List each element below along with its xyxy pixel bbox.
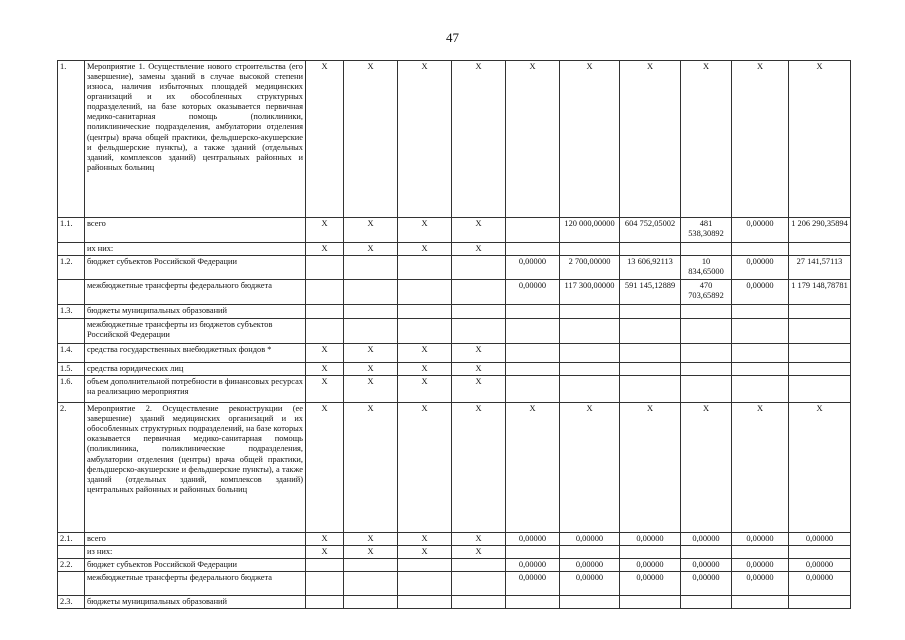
- table-cell: X: [344, 363, 398, 376]
- table-cell: [789, 376, 851, 403]
- table-cell: X: [398, 344, 452, 363]
- table-cell: X: [452, 546, 506, 559]
- table-cell: 0,00000: [732, 559, 789, 572]
- row-number: [58, 243, 85, 256]
- row-number: 1.5.: [58, 363, 85, 376]
- table-cell: 0,00000: [506, 256, 560, 280]
- page-number: 47: [446, 30, 459, 45]
- table-cell: X: [452, 61, 506, 218]
- table-cell: X: [732, 61, 789, 218]
- table-cell: [732, 376, 789, 403]
- table-cell: 470 703,65892: [681, 280, 732, 305]
- table-cell: X: [452, 363, 506, 376]
- table-cell: X: [306, 61, 344, 218]
- table-cell: X: [306, 218, 344, 243]
- table-cell: [306, 256, 344, 280]
- table-cell: [789, 319, 851, 344]
- table-cell: 0,00000: [681, 572, 732, 596]
- table-cell: X: [306, 243, 344, 256]
- row-label: бюджеты муниципальных образований: [85, 305, 306, 319]
- table-cell: 2 700,00000: [560, 256, 620, 280]
- table-cell: 0,00000: [560, 572, 620, 596]
- table-cell: [506, 243, 560, 256]
- table-cell: X: [506, 61, 560, 218]
- table-cell: [681, 376, 732, 403]
- budget-table-body: [58, 61, 851, 609]
- row-number: 1.: [58, 61, 85, 218]
- table-cell: 0,00000: [506, 533, 560, 546]
- row-number: [58, 572, 85, 596]
- table-cell: 0,00000: [732, 256, 789, 280]
- row-label: бюджет субъектов Российской Федерации: [85, 256, 306, 280]
- table-cell: [560, 319, 620, 344]
- table-cell: [560, 376, 620, 403]
- table-row: [58, 559, 851, 572]
- table-cell: [620, 363, 681, 376]
- table-cell: X: [452, 376, 506, 403]
- table-cell: [560, 243, 620, 256]
- table-cell: [681, 344, 732, 363]
- table-cell: X: [681, 61, 732, 218]
- table-cell: [506, 546, 560, 559]
- table-cell: X: [560, 403, 620, 533]
- row-number: 2.: [58, 403, 85, 533]
- table-cell: [620, 546, 681, 559]
- table-row: [58, 572, 851, 596]
- table-cell: [452, 596, 506, 609]
- table-cell: [560, 596, 620, 609]
- table-cell: [506, 319, 560, 344]
- table-cell: [560, 344, 620, 363]
- row-number: [58, 280, 85, 305]
- row-label: бюджеты муниципальных образований: [85, 596, 306, 609]
- row-label: бюджет субъектов Российской Федерации: [85, 559, 306, 572]
- table-cell: [620, 344, 681, 363]
- table-row: [58, 319, 851, 344]
- row-label: межбюджетные трансферты из бюджетов субъектов Российской Федерации: [85, 319, 306, 344]
- table-cell: [398, 256, 452, 280]
- table-cell: [732, 344, 789, 363]
- row-label: межбюджетные трансферты федерального бюджета: [85, 280, 306, 305]
- budget-table: [57, 60, 851, 609]
- table-cell: [398, 280, 452, 305]
- table-cell: [398, 572, 452, 596]
- table-cell: 0,00000: [732, 572, 789, 596]
- table-cell: [681, 546, 732, 559]
- table-cell: 0,00000: [732, 280, 789, 305]
- table-cell: [398, 319, 452, 344]
- table-cell: [789, 243, 851, 256]
- table-row: [58, 61, 851, 218]
- table-cell: [452, 305, 506, 319]
- table-cell: [344, 319, 398, 344]
- table-cell: X: [681, 403, 732, 533]
- row-number: 1.2.: [58, 256, 85, 280]
- row-label: из них:: [85, 546, 306, 559]
- table-cell: [452, 280, 506, 305]
- table-cell: 1 179 148,78781: [789, 280, 851, 305]
- table-cell: [344, 596, 398, 609]
- row-number: [58, 319, 85, 344]
- table-cell: [732, 596, 789, 609]
- table-cell: 0,00000: [620, 572, 681, 596]
- table-cell: [398, 559, 452, 572]
- table-cell: X: [398, 376, 452, 403]
- row-label: всего: [85, 533, 306, 546]
- table-cell: X: [344, 546, 398, 559]
- table-cell: X: [398, 61, 452, 218]
- table-cell: [620, 305, 681, 319]
- table-cell: X: [398, 546, 452, 559]
- table-cell: X: [452, 218, 506, 243]
- table-cell: X: [452, 344, 506, 363]
- table-cell: [506, 596, 560, 609]
- row-number: 1.3.: [58, 305, 85, 319]
- table-cell: [681, 319, 732, 344]
- table-cell: X: [306, 533, 344, 546]
- table-cell: [506, 376, 560, 403]
- table-cell: [789, 546, 851, 559]
- table-row: [58, 363, 851, 376]
- table-cell: X: [560, 61, 620, 218]
- table-row: [58, 243, 851, 256]
- table-cell: 0,00000: [560, 533, 620, 546]
- table-cell: [306, 305, 344, 319]
- table-cell: [344, 559, 398, 572]
- table-cell: [620, 319, 681, 344]
- table-cell: X: [398, 403, 452, 533]
- table-row: [58, 403, 851, 533]
- table-cell: 0,00000: [789, 559, 851, 572]
- row-label: средства юридических лиц: [85, 363, 306, 376]
- table-cell: [306, 559, 344, 572]
- table-cell: X: [344, 344, 398, 363]
- table-cell: 0,00000: [506, 572, 560, 596]
- row-label: объем дополнительной потребности в финансовых ресурсах на реализацию мероприятия: [85, 376, 306, 403]
- table-cell: [506, 305, 560, 319]
- table-cell: [732, 363, 789, 376]
- table-cell: 10 834,65000: [681, 256, 732, 280]
- table-cell: [452, 572, 506, 596]
- table-cell: X: [306, 376, 344, 403]
- table-cell: X: [344, 61, 398, 218]
- table-cell: 604 752,05002: [620, 218, 681, 243]
- table-cell: [789, 363, 851, 376]
- table-cell: X: [306, 403, 344, 533]
- table-cell: [344, 572, 398, 596]
- table-row: [58, 546, 851, 559]
- table-cell: 0,00000: [620, 559, 681, 572]
- table-cell: [789, 596, 851, 609]
- table-cell: X: [344, 243, 398, 256]
- table-row: [58, 256, 851, 280]
- table-cell: [306, 280, 344, 305]
- table-row: [58, 305, 851, 319]
- row-number: 2.1.: [58, 533, 85, 546]
- table-cell: [560, 546, 620, 559]
- row-label: их них:: [85, 243, 306, 256]
- table-cell: X: [506, 403, 560, 533]
- table-cell: X: [789, 403, 851, 533]
- table-cell: X: [306, 344, 344, 363]
- table-cell: [398, 596, 452, 609]
- table-cell: [681, 596, 732, 609]
- table-cell: X: [452, 403, 506, 533]
- table-cell: X: [306, 363, 344, 376]
- table-cell: [620, 243, 681, 256]
- row-number: 2.3.: [58, 596, 85, 609]
- table-cell: 120 000,00000: [560, 218, 620, 243]
- table-cell: [506, 218, 560, 243]
- table-row: [58, 533, 851, 546]
- table-cell: [306, 596, 344, 609]
- table-cell: [789, 305, 851, 319]
- table-cell: X: [452, 243, 506, 256]
- table-cell: X: [344, 533, 398, 546]
- row-label: средства государственных внебюджетных фондов *: [85, 344, 306, 363]
- table-cell: 0,00000: [789, 572, 851, 596]
- row-label: межбюджетные трансферты федерального бюджета: [85, 572, 306, 596]
- table-cell: [620, 376, 681, 403]
- table-cell: [452, 319, 506, 344]
- table-row: [58, 344, 851, 363]
- table-cell: [452, 256, 506, 280]
- table-cell: 117 300,00000: [560, 280, 620, 305]
- table-cell: [344, 280, 398, 305]
- table-row: [58, 596, 851, 609]
- table-cell: 13 606,92113: [620, 256, 681, 280]
- table-cell: [681, 363, 732, 376]
- table-cell: 0,00000: [560, 559, 620, 572]
- table-row: [58, 376, 851, 403]
- table-cell: [398, 305, 452, 319]
- table-cell: X: [620, 61, 681, 218]
- table-cell: 0,00000: [681, 559, 732, 572]
- table-cell: 591 145,12889: [620, 280, 681, 305]
- table-row: [58, 280, 851, 305]
- table-cell: [732, 305, 789, 319]
- table-cell: [560, 305, 620, 319]
- table-cell: X: [344, 403, 398, 533]
- table-cell: 0,00000: [789, 533, 851, 546]
- table-cell: 481 538,30892: [681, 218, 732, 243]
- table-cell: 0,00000: [620, 533, 681, 546]
- table-cell: 0,00000: [506, 280, 560, 305]
- table-cell: X: [398, 533, 452, 546]
- row-label: всего: [85, 218, 306, 243]
- table-cell: [452, 559, 506, 572]
- table-cell: [732, 243, 789, 256]
- table-cell: X: [398, 243, 452, 256]
- table-cell: X: [344, 376, 398, 403]
- row-number: 1.1.: [58, 218, 85, 243]
- table-cell: 0,00000: [732, 218, 789, 243]
- table-cell: [681, 243, 732, 256]
- table-cell: [789, 344, 851, 363]
- table-cell: [306, 319, 344, 344]
- table-cell: X: [789, 61, 851, 218]
- table-cell: [506, 363, 560, 376]
- table-cell: [620, 596, 681, 609]
- table-cell: [344, 305, 398, 319]
- table-cell: X: [344, 218, 398, 243]
- table-cell: [732, 546, 789, 559]
- table-cell: [306, 572, 344, 596]
- table-cell: [506, 344, 560, 363]
- row-number: 2.2.: [58, 559, 85, 572]
- table-cell: 0,00000: [732, 533, 789, 546]
- table-cell: X: [398, 363, 452, 376]
- table-cell: X: [620, 403, 681, 533]
- table-cell: X: [452, 533, 506, 546]
- table-cell: [560, 363, 620, 376]
- table-row: [58, 218, 851, 243]
- table-cell: 1 206 290,35894: [789, 218, 851, 243]
- table-cell: 0,00000: [681, 533, 732, 546]
- row-label: Мероприятие 2. Осуществление реконструкции (ее завершение) зданий медицинских организаций и их обособленных структурных подразделений, на базе которых оказывается первичная медико-санитарная помощь (поликлиника, поликлинические подразделения, амбулатории отделения (центры) врача общей практики, фельдшерско-акушерские и фельдшерские пункты), а также зданий (отдельных зданий, комплексов зданий) центральных районных и районных больниц: [85, 403, 306, 533]
- table-cell: X: [306, 546, 344, 559]
- table-cell: X: [732, 403, 789, 533]
- row-number: 1.6.: [58, 376, 85, 403]
- table-cell: 27 141,57113: [789, 256, 851, 280]
- row-number: 1.4.: [58, 344, 85, 363]
- table-cell: 0,00000: [506, 559, 560, 572]
- row-number: [58, 546, 85, 559]
- table-cell: [732, 319, 789, 344]
- table-cell: [681, 305, 732, 319]
- row-label: Мероприятие 1. Осуществление нового строительства (его завершение), замены зданий в случае высокой степени износа, наличия избыточных площадей медицинских организаций и их обособленных структурных подразделений, на базе которых оказывается первичная медико-санитарная помощь (поликлиники, поликлинические подразделения, амбулатории отделения (центры) врача общей практики, фельдшерско-акушерские и фельдшерские пункты), а также зданий (отдельных зданий, комплексов зданий) центральных районных и районных больниц: [85, 61, 306, 218]
- table-cell: [344, 256, 398, 280]
- table-cell: X: [398, 218, 452, 243]
